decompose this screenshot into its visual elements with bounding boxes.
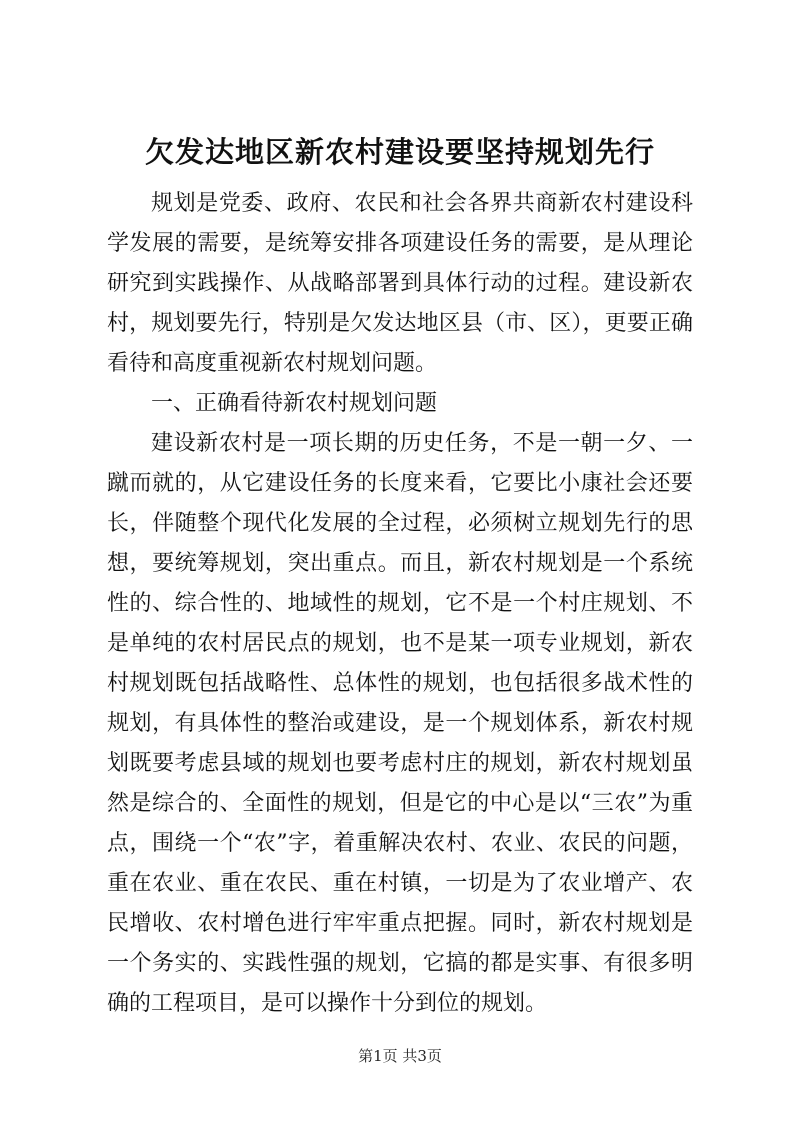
document-body — [107, 184, 693, 1024]
intro-paragraph: 规划是党委、政府、农民和社会各界共商新农村建设科学发展的需要，是统筹安排各项建设任务的需要，是从理论研究到实践操作、从战略部署到具体行动的过程。建设新农村，规划要先行，特别是欠发达地区县（市、区），更要正确看待和高度重视新农村规划问题。 — [107, 191, 693, 376]
section-paragraph: 建设新农村是一项长期的历史任务，不是一朝一夕、一蹴而就的，从它建设任务的长度来看，它要比小康社会还要长，伴随整个现代化发展的全过程，必须树立规划先行的思想，要统筹规划，突出重点。而且，新农村规划是一个系统性的、综合性的、地域性的规划，它不是一个村庄规划、不是单纯的农村居民点的规划，也不是某一项专业规划，新农村规划既包括战略性、总体性的规划，也包括很多战术性的规划，有具体性的整治或建设，是一个规划体系，新农村规划既要考虑县域的规划也要考虑村庄的规划，新农村规划虽然是综合的、全面性的规划，但是它的中心是以“三农”为重点，围绕一个“农”字，着重解决农村、农业、农民的问题，重在农业、重在农民、重在村镇，一切是为了农业增产、农民增收、农村增色进行牢牢重点把握。同时，新农村规划是一个务实的、实践性强的规划，它搞的都是实事、有很多明确的工程项目，是可以操作十分到位的规划。 — [107, 431, 693, 1016]
section-heading: 一、正确看待新农村规划问题 — [151, 391, 438, 416]
page-footer: 第1页 共3页 — [358, 1047, 442, 1065]
document-title: 欠发达地区新农村建设要坚持规划先行 — [144, 135, 655, 169]
